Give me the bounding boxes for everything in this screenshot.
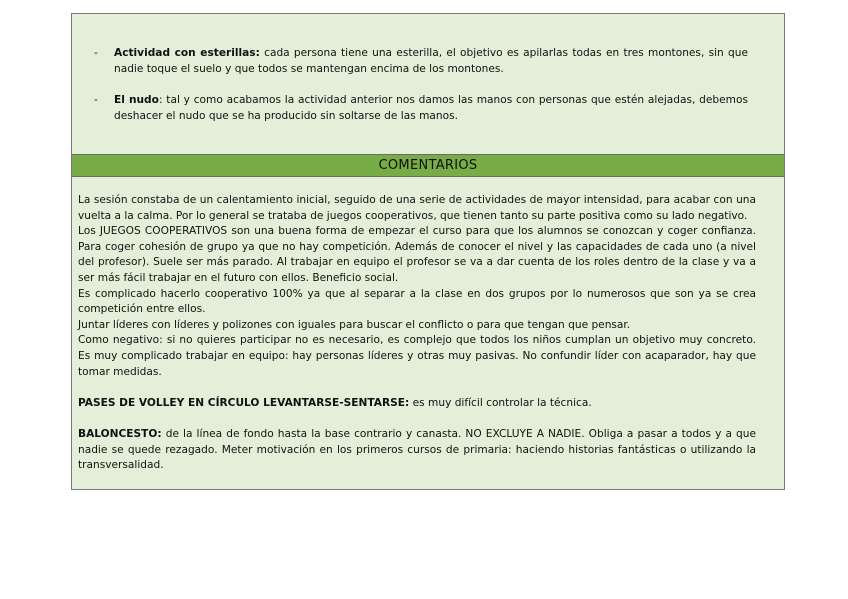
activity-title: Actividad con esterillas: [114, 47, 260, 59]
comment-paragraph: Los JUEGOS COOPERATIVOS son una buena forma de empezar el curso para que los alumnos se conozcan y coger confianza. Para coger cohesión de grupo ya que no hay competición. Además de conocer el nivel y las capacidades de cada uno (a nivel del profesor). Suele ser más parado. Al trabajar en equipo el profesor se va a dar cuenta de los roles dentro de la clase y va a ser más fácil trabajar en el futuro con ellos. Beneficio social. [78, 225, 756, 284]
activity-item [94, 46, 748, 77]
comment-paragraph: Como negativo: si no quieres participar no es necesario, es complejo que todos los niños cumplan un objetivo muy concreto. Es muy complicado trabajar en equipo: hay personas líderes y otras muy pasivas. No confundir líder con acaparador, hay que tomar medidas. [78, 334, 756, 378]
activity-text [114, 93, 748, 124]
activity-item [94, 93, 748, 124]
volley-paragraph [78, 396, 756, 412]
basket-text: de la línea de fondo hasta la base contrario y canasta. NO EXCLUYE A NADIE. Obliga a pasar a todos y a que nadie se quede rezagado. Meter motivación en los primeros cursos de primaria: haciendo historias fantásticas o utilizando la transversalidad. [78, 427, 756, 472]
comments-cell [72, 177, 784, 489]
spacer [78, 411, 756, 427]
session-table [71, 13, 785, 490]
bullet-dash: - [94, 47, 98, 59]
volley-text: es muy difícil controlar la técnica. [409, 396, 592, 409]
bullet-dash: - [94, 94, 98, 107]
basket-title: BALONCESTO: [78, 427, 162, 440]
comments-header: COMENTARIOS [72, 154, 784, 177]
activity-text [114, 46, 748, 77]
basket-paragraph [78, 427, 756, 474]
activity-description: : tal y como acabamos la actividad anterior nos damos las manos con personas que estén alejadas, debemos deshacer el nudo que se ha producido sin soltarse de las manos. [114, 94, 748, 122]
activity-description: cada persona tiene una esterilla, el objetivo es apilarlas todas en tres montones, sin que nadie toque el suelo y que todos se mantengan encima de los montones. [114, 47, 748, 75]
spacer [78, 380, 756, 396]
activity-title: El nudo [114, 94, 159, 107]
comment-paragraph: Es complicado hacerlo cooperativo 100% ya que al separar a la clase en dos grupos por lo numerosos que son ya se crea competición entre ellos. [78, 287, 756, 316]
activities-cell [72, 14, 784, 154]
comment-paragraph: La sesión constaba de un calentamiento inicial, seguido de una serie de actividades de mayor intensidad, para acabar con una vuelta a la calma. Por lo general se trataba de juegos cooperativos, que tienen tanto su parte positiva como su lado negativo. [78, 194, 756, 222]
comment-paragraph: Juntar líderes con líderes y polizones con iguales para buscar el conflicto o para que tengan que pensar. [78, 318, 631, 331]
volley-title: PASES DE VOLLEY EN CÍRCULO LEVANTARSE-SENTARSE: [78, 396, 410, 409]
